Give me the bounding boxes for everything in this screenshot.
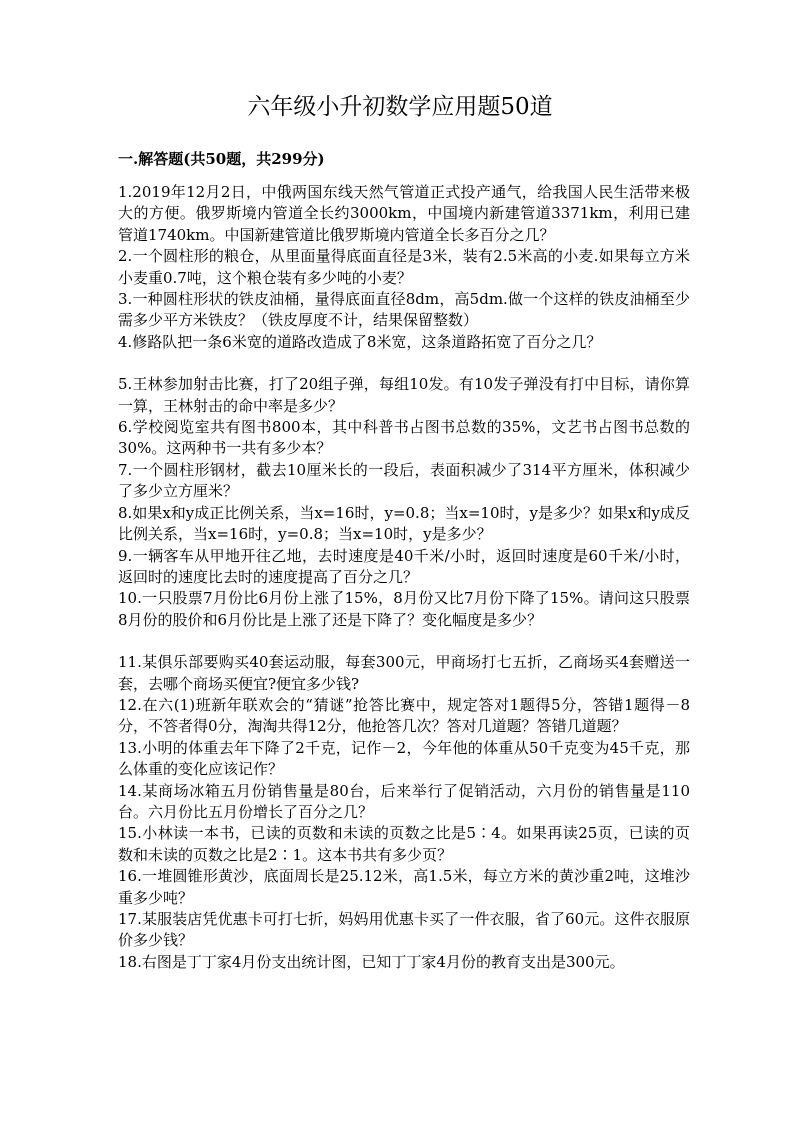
question-15: 15.小林读一本书，已读的页数和未读的页数之比是5∶4。如果再读25页，已读的页数和未读的页数之比是2∶1。这本书共有多少页？ [118,824,690,864]
question-11: 11.某俱乐部要购买40套运动服，每套300元，甲商场打七五折，乙商场买4套赠送一套，去哪个商场买便宜?便宜多少钱? [118,653,690,693]
question-3: 3.一种圆柱形状的铁皮油桶，量得底面直径8dm，高5dm.做一个这样的铁皮油桶至少需多少平方米铁皮？（铁皮厚度不计，结果保留整数） [118,290,690,330]
question-13: 13.小明的体重去年下降了2千克，记作－2，今年他的体重从50千克变为45千克，那么体重的变化应该记作？ [118,738,690,779]
question-1: 1.2019年12月2日，中俄两国东线天然气管道正式投产通气，给我国人民生活带来极大的方便。俄罗斯境内管道全长约3000km，中国境内新建管道3371km，利用已建管道1740km。中国新建管道比俄罗斯境内管道全长多百分之几？ [118,183,690,244]
question-8: 8.如果x和y成正比例关系，当x=16时，y=0.8；当x=10时，y是多少？如果x和y成反比例关系，当x=16时，y=0.8；当x=10时，y是多少？ [118,503,690,544]
question-2: 2.一个圆柱形的粮仓，从里面量得底面直径是3米，装有2.5米高的小麦.如果每立方米小麦重0.7吨，这个粮仓装有多少吨的小麦？ [118,247,690,287]
document-title: 六年级小升初数学应用题50道 [247,94,553,120]
question-list [118,182,690,973]
question-14: 14.某商场冰箱五月份销售量是80台，后来举行了促销活动，六月份的销售量是110台。六月份比五月份增长了百分之几？ [118,781,690,821]
question-4: 4.修路队把一条6米宽的道路改造成了8米宽，这条道路拓宽了百分之几？ [118,332,602,351]
question-9: 9.一辆客车从甲地开往乙地，去时速度是40千米/小时，返回时速度是60千米/小时，返回时的速度比去时的速度提高了百分之几？ [118,546,690,586]
question-5: 5.王林参加射击比赛，打了20组子弹，每组10发。有10发子弹没有打中目标，请你算一算，王林射击的命中率是多少？ [118,375,690,415]
question-7: 7.一个圆柱形钢材，截去10厘米长的一段后，表面积减少了314平方厘米，体积减少了多少立方厘米？ [118,460,690,501]
question-16: 16.一堆圆锥形黄沙，底面周长是25.12米，高1.5米，每立方米的黄沙重2吨，这堆沙重多少吨？ [118,867,690,907]
question-12: 12.在六(1)班新年联欢会的“猜谜”抢答比赛中，规定答对1题得5分，答错1题得－8分，不答者得0分，淘淘共得12分，他抢答几次？答对几道题？答错几道题？ [118,695,690,736]
section-heading: 一.解答题(共50题，共299分) [118,150,325,168]
question-6: 6.学校阅览室共有图书800本，其中科普书占图书总数的35%，文艺书占图书总数的30%。这两种书一共有多少本？ [118,418,690,458]
question-17: 17.某服装店凭优惠卡可打七折，妈妈用优惠卡买了一件衣服，省了60元。这件衣服原价多少钱？ [118,910,690,950]
question-10: 10.一只股票7月份比6月份上涨了15%，8月份又比7月份下降了15%。请问这只股票8月份的股价和6月份比是上涨了还是下降了？变化幅度是多少？ [118,589,690,629]
question-18: 18.右图是丁丁家4月份支出统计图，已知丁丁家4月份的教育支出是300元。 [118,952,625,971]
